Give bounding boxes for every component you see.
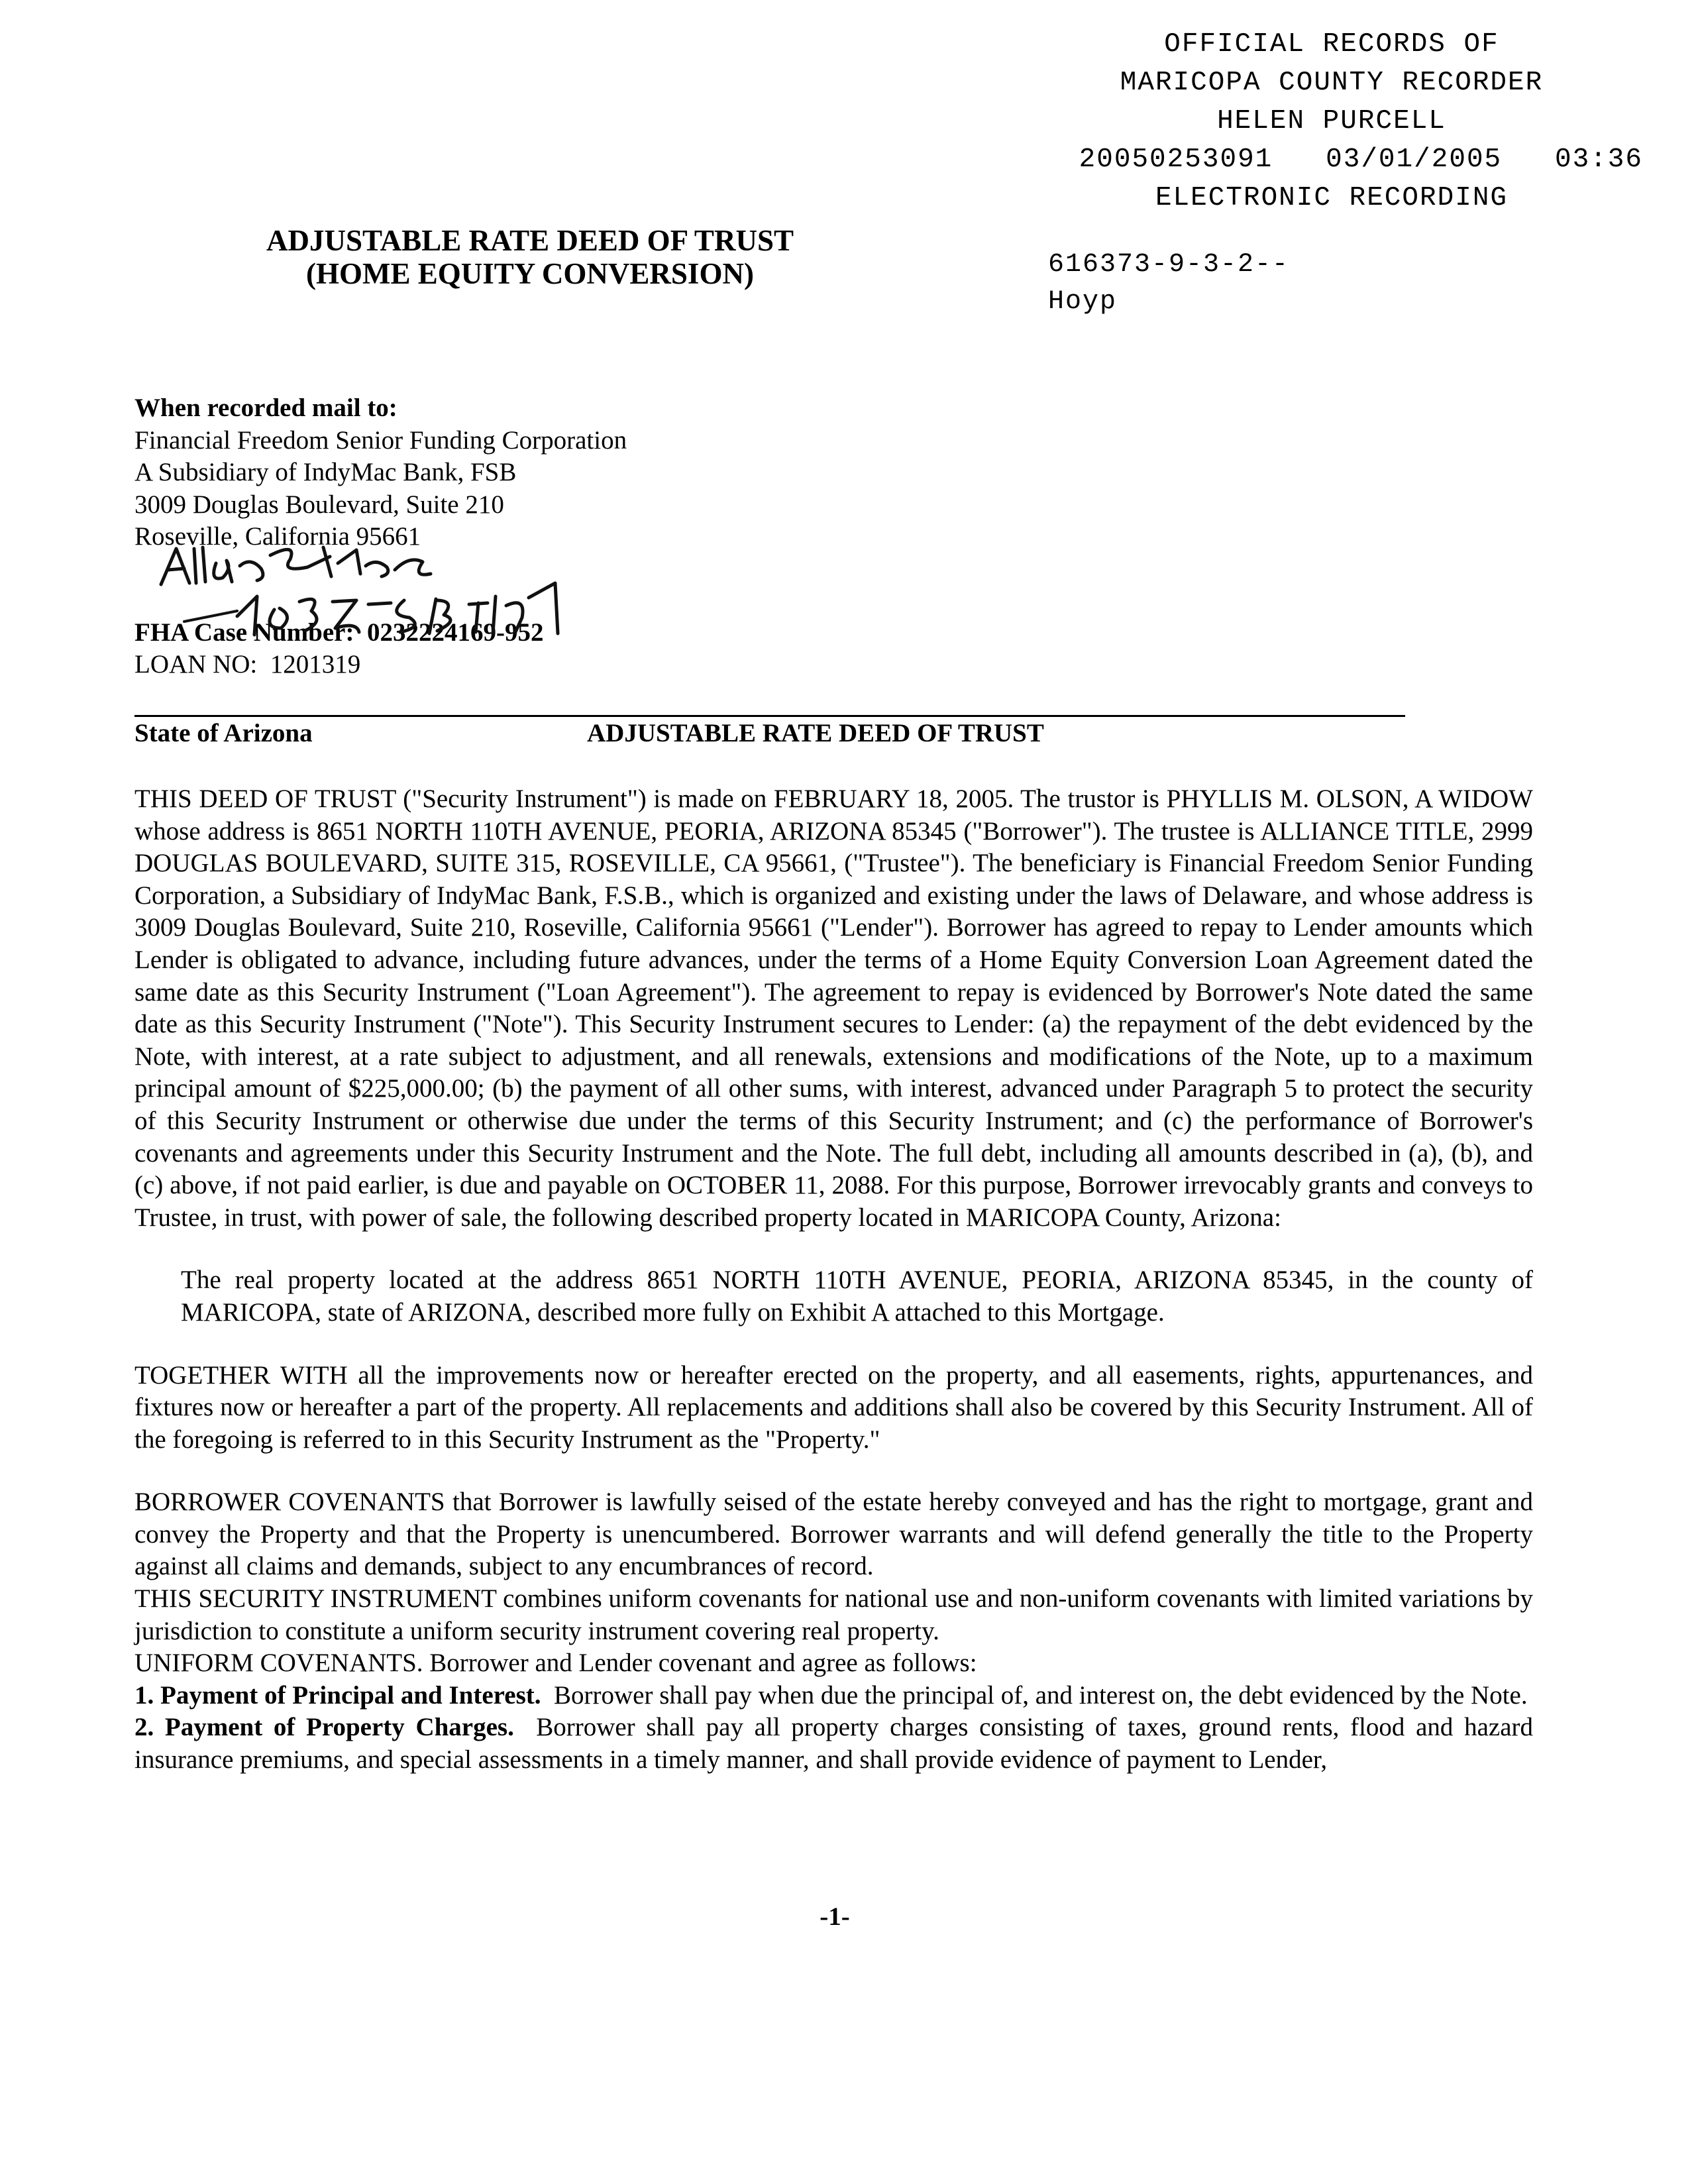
stamp-line-2: MARICOPA COUNTY RECORDER [1120,68,1544,98]
title-line-1: ADJUSTABLE RATE DEED OF TRUST [266,224,794,257]
handwriting-scribble-icon [158,543,674,643]
stamp-record-line [1020,140,1643,179]
paragraph-property: The real property located at the address 8651 NORTH 110TH AVENUE, PEORIA, ARIZONA 85345, in the county of MARICOPA, state of ARIZONA, described more fully on Exhibit A attached to this Mortgage. [181,1266,1533,1327]
paragraph-combines: THIS SECURITY INSTRUMENT combines uniform covenants for national use and non-uniform covenants with limited variations by jurisdiction to constitute a uniform security instrument covering real property. [134,1584,1533,1645]
record-date: 03/01/2005 [1326,144,1503,175]
paragraph-borrower-covenants: BORROWER COVENANTS that Borrower is lawfully seised of the estate hereby conveyed and has the right to mortgage, grant and convey the Property and that the Property is unencumbered. Borrower warrants and will defend generally the title to the Property against all claims and demands, subject to any encumbrances of record. [134,1488,1533,1581]
loan-number: 1201319 [270,650,361,679]
page-number: -1- [820,1902,850,1931]
covenant-item-2-text: Borrower shall pay all property charges consisting of taxes, ground rents, flood and hazard insurance premiums, and special assessments in a timely manner, and shall provide evidence of payment to Lender, [134,1713,1533,1774]
record-number: 20050253091 [1079,144,1273,175]
record-time: 03:36 [1554,144,1643,175]
covenant-item-2 [134,1712,1533,1776]
document-title [225,224,835,290]
reference-block [1048,246,1289,321]
recorder-stamp [1020,25,1643,217]
paragraph-opening: THIS DEED OF TRUST ("Security Instrument") is made on FEBRUARY 18, 2005. The trustor is PHYLLIS M. OLSON, A WIDOW whose address is 8651 NORTH 110TH AVENUE, PEORIA, ARIZONA 85345 ("Borrower"). The trustee is ALLIANCE TITLE, 2999 DOUGLAS BOULEVARD, SUITE 315, ROSEVILLE, CA 95661, ("Trustee"). The beneficiary is Financial Freedom Senior Funding Corporation, a Subsidiary of IndyMac Bank, F.S.B., which is organized and existing under the laws of Delaware, and whose address is 3009 Douglas Boulevard, Suite 210, Roseville, California 95661 ("Lender"). Borrower has agreed to repay to Lender amounts which Lender is obligated to advance, including future advances, under the terms of a Home Equity Conversion Loan Agreement dated the same date as this Security Instrument ("Loan Agreement"). The agreement to repay is evidenced by Borrower's Note dated the same date as this Security Instrument ("Note"). This Security Instrument secures to Lender: (a) the repayment of the debt evidenced by the Note, with interest, at a rate subject to adjustment, and all renewals, extensions and modifications of the Note, up to a maximum principal amount of $225,000.00; (b) the payment of all other sums, with interest, advanced under Paragraph 5 to protect the security of this Security Instrument or otherwise due under the terms of this Security Instrument; and (c) the performance of Borrower's covenants and agreements under this Security Instrument and the Note. The full debt, including all amounts described in (a), (b), and (c) above, if not paid earlier, is due and payable on OCTOBER 11, 2088. For this purpose, Borrower irrevocably grants and conveys to Trustee, in trust, with power of sale, the following described property located in MARICOPA County, Arizona: [134,785,1533,1232]
reference-code: 616373-9-3-2-- [1048,250,1290,280]
paragraph-together: TOGETHER WITH all the improvements now or hereafter erected on the property, and all easements, rights, appurtenances, and fixtures now or hereafter a part of the property. All replacements and additions shall also be covered by this Security Instrument. All of the foregoing is referred to in this Security Instrument as the "Property." [134,1360,1533,1454]
paragraph-uniform: UNIFORM COVENANTS. Borrower and Lender covenant and agree as follows: [134,1649,977,1678]
section-heading: ADJUSTABLE RATE DEED OF TRUST [587,719,1044,747]
fha-case-label: FHA Case Number: [134,618,354,647]
handwritten-annotation [158,543,674,643]
loan-number-row [134,649,731,681]
reference-initials: Hoyp [1048,287,1118,317]
fha-case-number: 0232224169-952 [366,618,544,647]
mail-to-line-3: 3009 Douglas Boulevard, Suite 210 [134,490,504,519]
covenant-item-1-text: Borrower shall pay when due the principal of, and interest on, the debt evidenced by the Note. [554,1680,1528,1710]
covenant-item-1-title: 1. Payment of Principal and Interest. [134,1680,541,1710]
stamp-line-5: ELECTRONIC RECORDING [1155,183,1509,213]
loan-number-label: LOAN NO: [134,650,258,679]
state-label: State of Arizona [134,719,313,747]
mail-to-line-2: A Subsidiary of IndyMac Bank, FSB [134,458,517,486]
mail-to-line-1: Financial Freedom Senior Funding Corporation [134,425,627,455]
covenant-item-2-title: 2. Payment of Property Charges. [134,1713,514,1742]
document-body [134,783,1533,1776]
covenant-item-1 [134,1680,1533,1712]
title-line-2: (HOME EQUITY CONVERSION) [306,257,754,290]
stamp-line-1: OFFICIAL RECORDS OF [1164,29,1499,60]
stamp-line-3: HELEN PURCELL [1217,106,1446,136]
mail-to-heading: When recorded mail to: [134,394,398,422]
mail-to-line-4: Roseville, California 95661 [134,522,421,551]
